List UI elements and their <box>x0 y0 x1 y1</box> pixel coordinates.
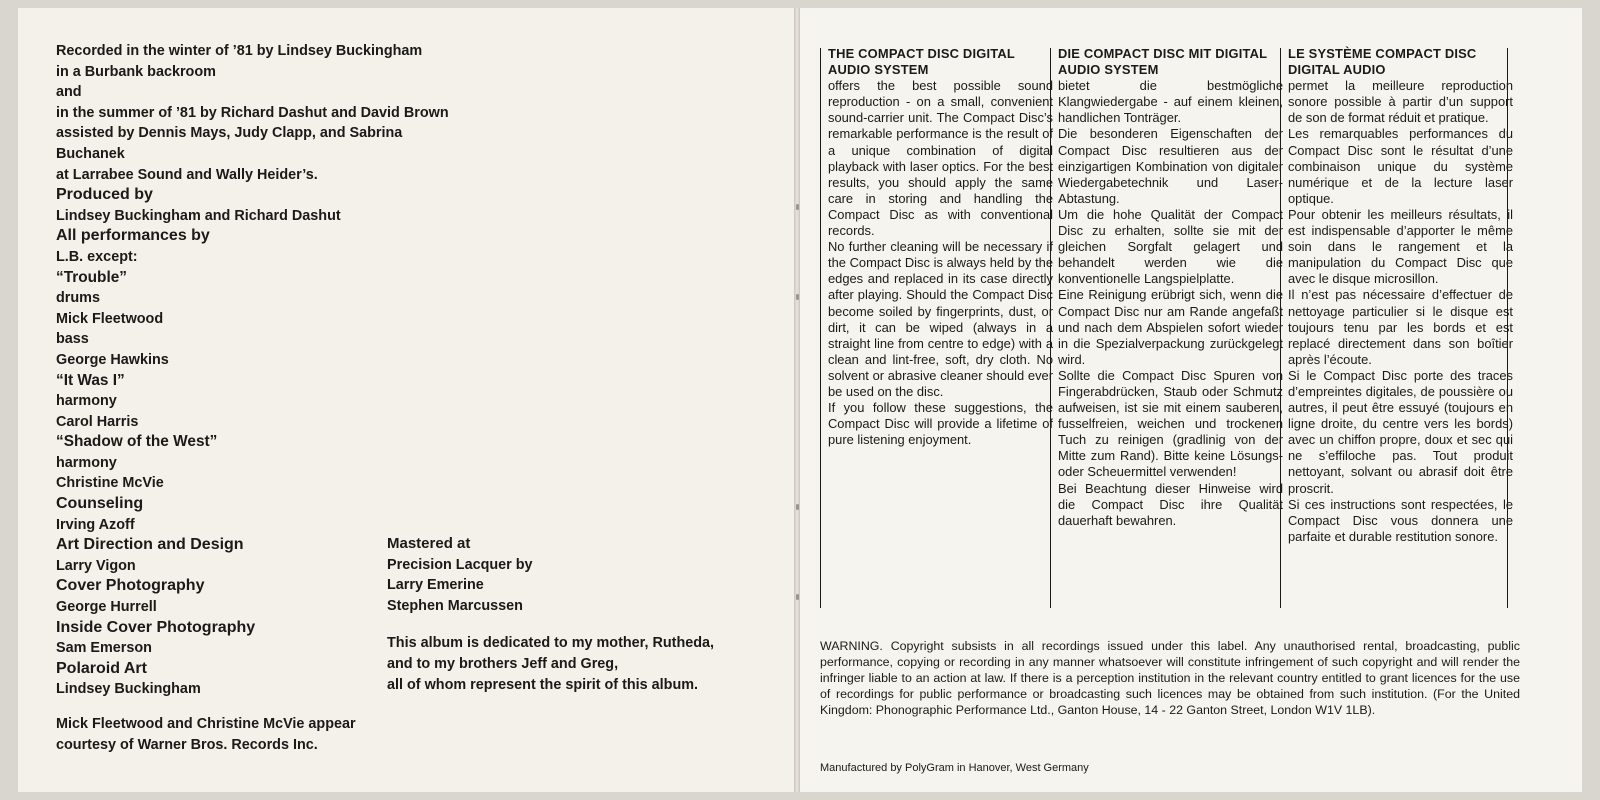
credit-heading: Mastered at <box>387 535 471 552</box>
credit-line: and <box>56 84 82 101</box>
staple-mark <box>796 204 799 210</box>
manufactured-note: Manufactured by PolyGram in Hanover, West Germany <box>820 762 1089 774</box>
german-title: DIE COMPACT DISC MIT DIGITAL AUDIO SYSTEM <box>1058 46 1267 78</box>
french-title: LE SYSTÈME COMPACT DISC DIGITAL AUDIO <box>1288 46 1477 78</box>
english-paragraph: If you follow these suggestions, the Compact Disc will provide a lifetime of pure listening enjoyment. <box>828 400 1053 448</box>
french-paragraph: Il n’est pas nécessaire d’effectuer de nettoyage particulier si le disque est toujours tenu par les bords et est replacé directement dans son boîtier après l’écoute. <box>1288 287 1513 367</box>
credit-line: drums <box>56 290 100 307</box>
dedication-block <box>387 633 714 696</box>
column-end-rule <box>1507 48 1508 608</box>
courtesy-block <box>56 714 356 755</box>
credit-line: Christine McVie <box>56 475 164 492</box>
copyright-warning: WARNING. Copyright subsists in all recordings issued under this label. Any unauthorised rental, broadcasting, public performance, copying or recording in any manner whatsoever will constitute infringement of such copyright and will render the infringer liable to an action at law. If there is a perception institution in the relevant country entitled to grant licences for the use of recordings for public performance or broadcasting such licences may be obtained from such institution. (For the United Kingdom: Phonographic Performance Ltd., Ganton House, 14 - 22 Ganton Street, London W1V 1LB). <box>820 639 1520 718</box>
left-page <box>18 8 794 792</box>
credit-line: George Hawkins <box>56 351 169 368</box>
french-paragraph: Si ces instructions sont respectées, le Compact Disc vous donnera une parfaite et durable restitution sonore. <box>1288 496 1513 544</box>
german-paragraph: Die besonderen Eigenschaften der Compact Disc resultieren aus der einzigartigen Kombination von digitaler Wiedergabetechnik und Laser-Abtastung. <box>1058 126 1283 206</box>
credit-line: George Hurrell <box>56 599 157 616</box>
french-text <box>1288 78 1513 545</box>
credit-heading: Inside Cover Photography <box>56 618 256 636</box>
staple-mark <box>796 504 799 510</box>
credit-line: at Larrabee Sound and Wally Heider’s. <box>56 166 318 183</box>
german-text <box>1058 78 1283 529</box>
credit-line: assisted by Dennis Mays, Judy Clapp, and Sabrina <box>56 125 403 142</box>
credit-line: Buchanek <box>56 145 125 162</box>
credit-line: Carol Harris <box>56 413 139 430</box>
courtesy-line: courtesy of Warner Bros. Records Inc. <box>56 736 318 753</box>
courtesy-line: Mick Fleetwood and Christine McVie appear <box>56 716 356 732</box>
credit-line: bass <box>56 331 89 348</box>
dedication-line: all of whom represent the spirit of this album. <box>387 677 699 693</box>
credit-line: Lindsey Buckingham and Richard Dashut <box>56 207 341 224</box>
french-paragraph: Pour obtenir les meilleurs résultats, il est indispensable d’apporter le même soin dans le rangement et la manipulation du Compact Disc que avec le disque microsillon. <box>1288 206 1513 287</box>
credit-line: harmony <box>56 393 117 410</box>
english-paragraph: No further cleaning will be necessary if the Compact Disc is always held by the edges and replaced in its case directly after playing. Should the Compact Disc become soiled by fingerprints, dust, or dirt, it can be wiped (always in a straight line from centre to edge) with a clean and lint-free, soft, dry cloth. No solvent or abrasive cleaner should ever be used on the disc. <box>828 239 1053 399</box>
dedication-line: and to my brothers Jeff and Greg, <box>387 656 619 672</box>
credit-heading: All performances by <box>56 227 210 245</box>
german-column <box>1050 46 1283 608</box>
credit-line: Sam Emerson <box>56 640 152 657</box>
credit-line: Precision Lacquer by <box>387 556 533 573</box>
credit-line: Recorded in the winter of ’81 by Lindsey Buckingham <box>56 43 423 59</box>
right-page <box>800 8 1582 792</box>
french-paragraph: Si le Compact Disc porte des traces d’empreintes digitales, de poussière ou autres, il peut être essuyé (toujours en ligne droite, du centre vers les bords) avec un chiffon propre, doux et sec qui ne s’effiloche pas. Tout produit nettoyant, solvant ou abrasif doit être proscrit. <box>1288 367 1513 496</box>
dedication-line: This album is dedicated to my mother, Rutheda, <box>387 635 715 651</box>
staple-mark <box>796 594 799 600</box>
credit-line: L.B. except: <box>56 248 138 265</box>
french-column <box>1280 46 1513 608</box>
credit-heading: Art Direction and Design <box>56 536 244 554</box>
mastered-block <box>387 534 533 616</box>
german-paragraph: Um die hohe Qualität der Compact Disc zu erhalten, sollte sie mit der gleichen Sorgfalt gelagert und behandelt werden wie die konventionelle Langspielplatte. <box>1058 206 1283 287</box>
english-text <box>828 78 1053 448</box>
english-column <box>820 46 1053 608</box>
credit-heading: Cover Photography <box>56 577 205 595</box>
credit-line: in the summer of ’81 by Richard Dashut and David Brown <box>56 104 449 121</box>
credit-line: in a Burbank backroom <box>56 63 216 80</box>
german-paragraph: Bei Beachtung dieser Hinweise wird die Compact Disc ihre Qualität dauerhaft bewahren. <box>1058 480 1283 528</box>
german-paragraph: bietet die bestmögliche Klangwiedergabe - auf einem kleinen, handlichen Tonträger. <box>1058 78 1283 126</box>
credit-line: Stephen Marcussen <box>387 597 523 614</box>
credit-heading: Counseling <box>56 495 144 513</box>
credit-line: Larry Emerine <box>387 577 484 594</box>
english-title: THE COMPACT DISC DIGITAL AUDIO SYSTEM <box>828 46 1015 78</box>
german-paragraph: Sollte die Compact Disc Spuren von Fingerabdrücken, Staub oder Schmutz aufweisen, ist sie mit einem sauberen, fusselfreien, weichen und trockenen Tuch zu reinigen (gradlinig von der Mitte zum Rand). Bitte keine Lösungs- oder Scheuermittel verwenden! <box>1058 367 1283 480</box>
song-title: “It Was I” <box>56 371 125 389</box>
credit-line: Lindsey Buckingham <box>56 681 201 698</box>
french-paragraph: Les remarquables performances du Compact Disc sont le résultat d’une combinaison unique du système numérique et de la lecture laser optique. <box>1288 126 1513 206</box>
credit-line: Larry Vigon <box>56 557 136 574</box>
credit-line: harmony <box>56 454 117 471</box>
credit-heading: Polaroid Art <box>56 659 147 677</box>
french-paragraph: permet la meilleure reproduction sonore possible à partir d’un support de son de format réduit et pratique. <box>1288 78 1513 126</box>
song-title: “Trouble” <box>56 268 127 286</box>
english-paragraph: offers the best possible sound reproduction - on a small, convenient sound-carrier unit. The Compact Disc’s remarkable performance is the result of a unique combination of digital playback with laser optics. For the best results, you should apply the same care in storing and handling the Compact Disc as with conventional records. <box>828 78 1053 239</box>
credit-line: Irving Azoff <box>56 516 135 533</box>
staple-mark <box>796 294 799 300</box>
song-title: “Shadow of the West” <box>56 433 218 451</box>
credit-heading: Produced by <box>56 186 153 204</box>
credit-line: Mick Fleetwood <box>56 310 164 327</box>
german-paragraph: Eine Reinigung erübrigt sich, wenn die Compact Disc nur am Rande angefaßt und nach dem Abspielen sofort wieder in die Spezialverpackung zurückgelegt wird. <box>1058 287 1283 367</box>
